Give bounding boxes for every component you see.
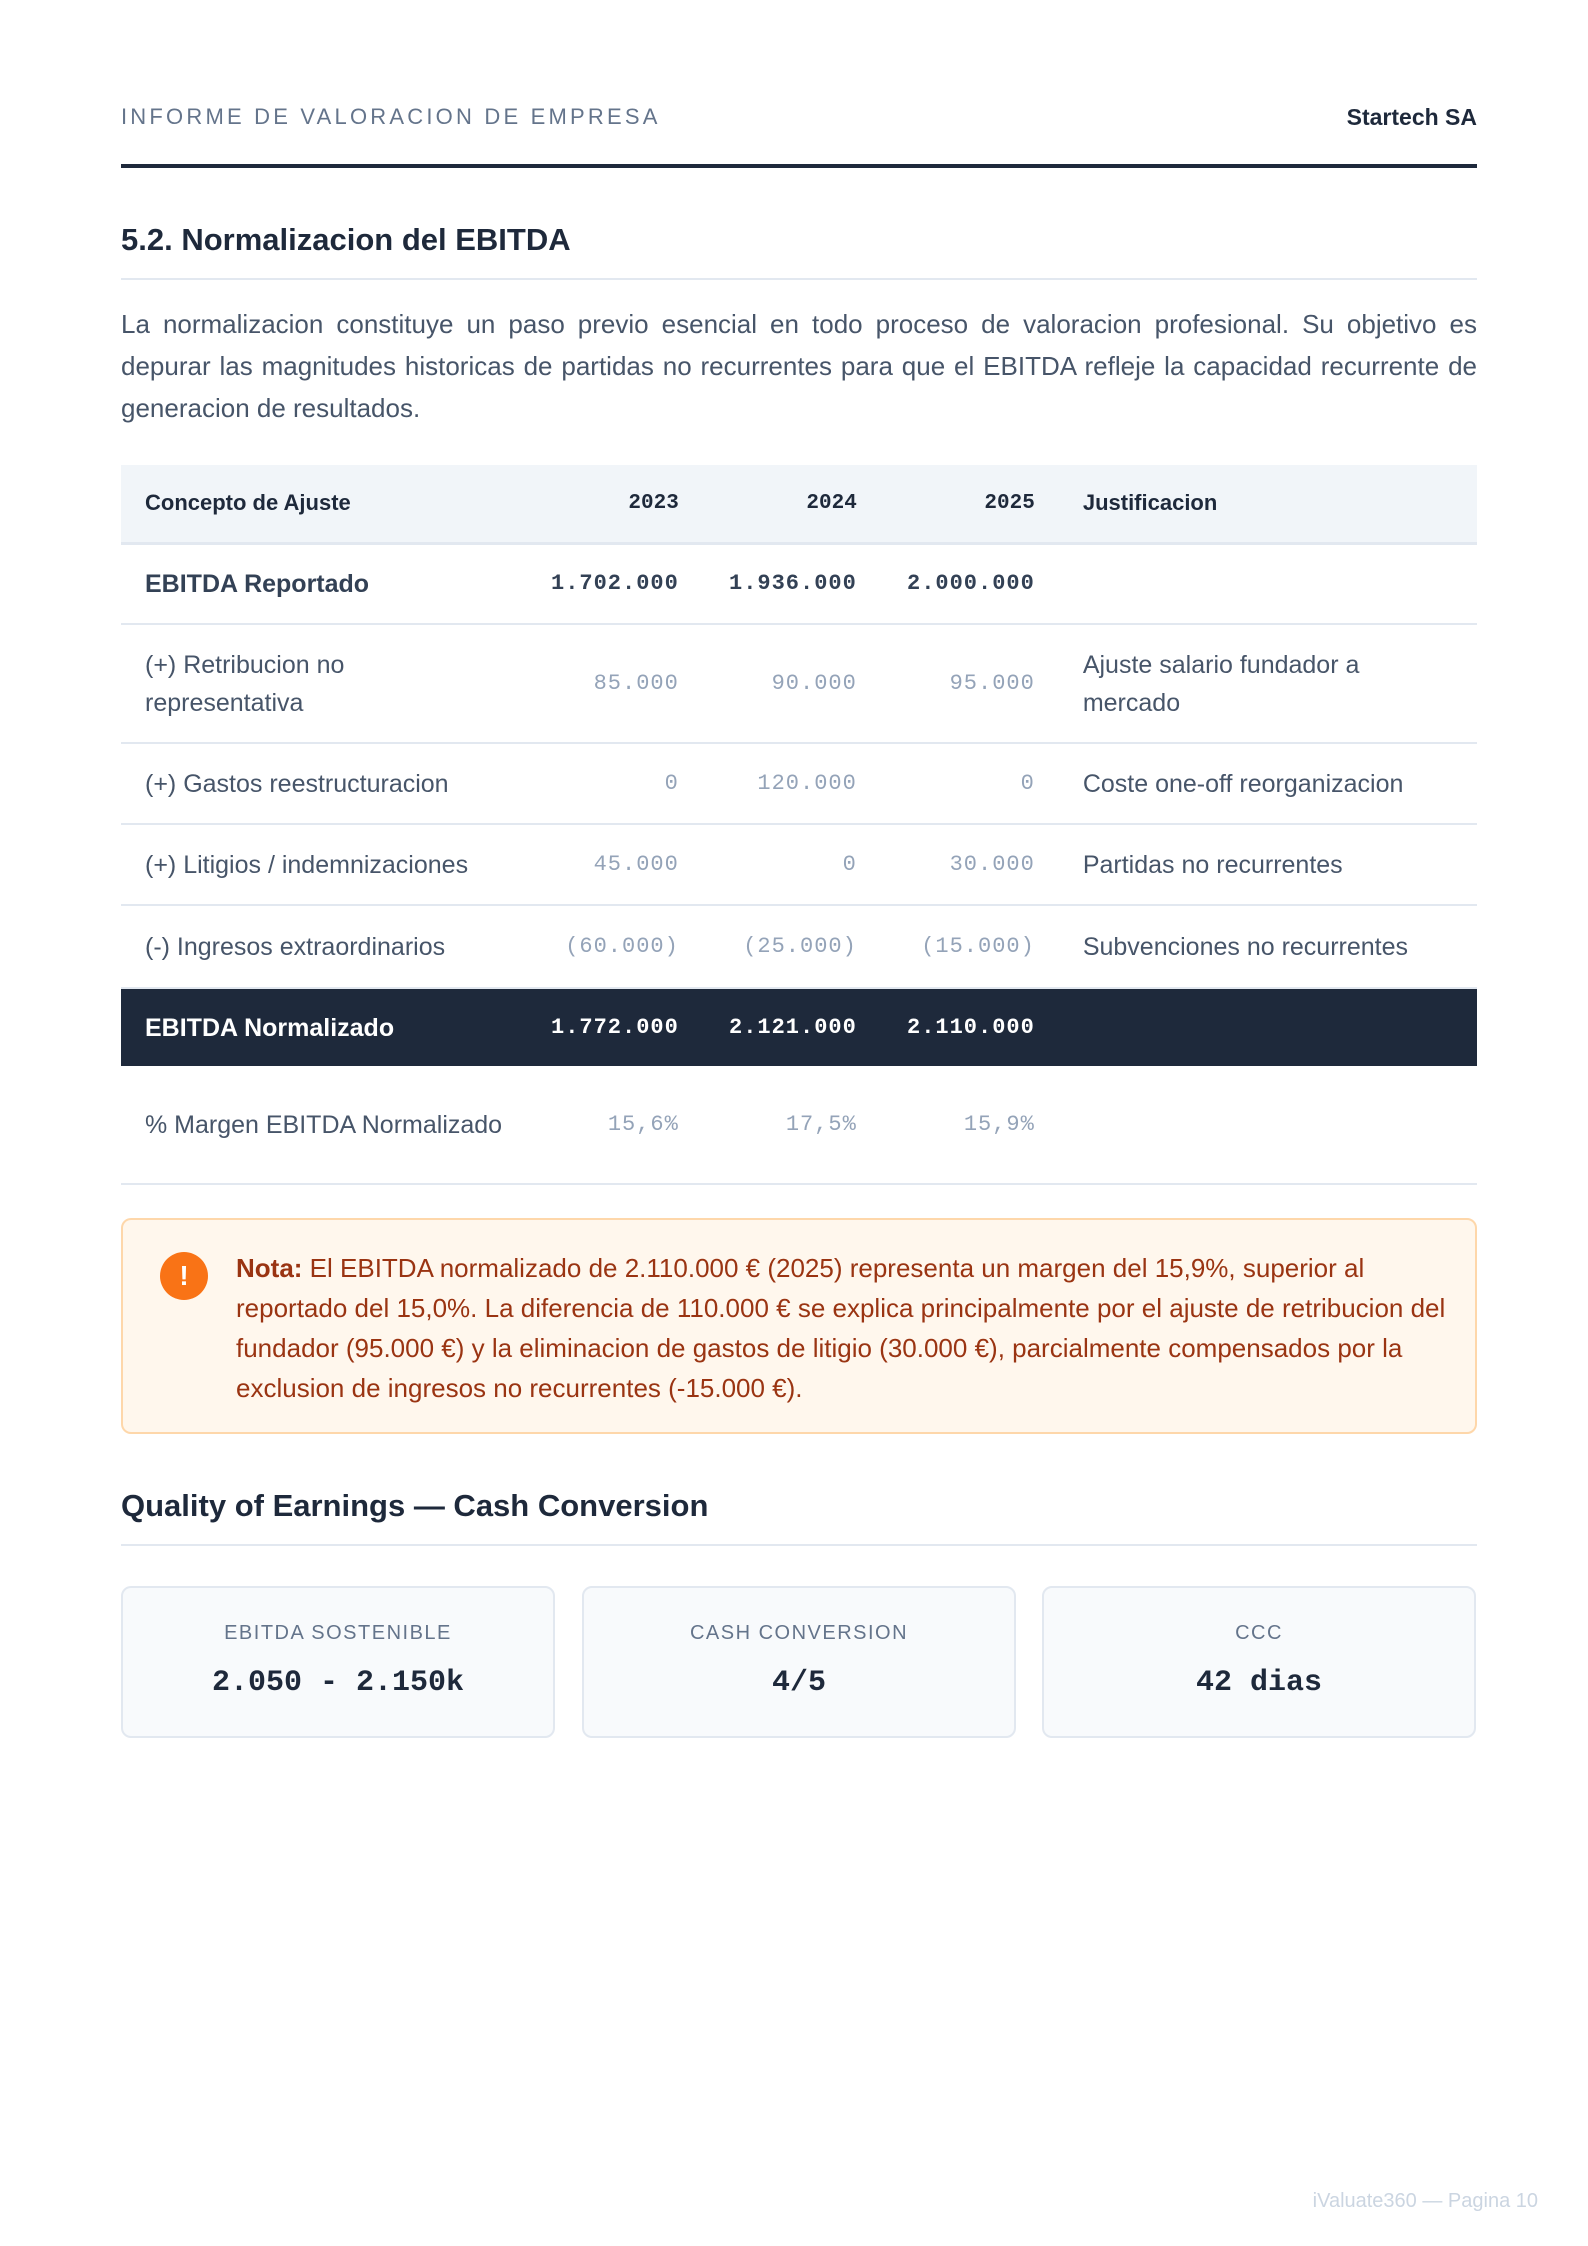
col-header-justification: Justificacion (1082, 490, 1218, 516)
cell-concept: (+) Litigios / indemnizaciones (121, 824, 527, 905)
cell-justification: Coste one-off reorganizacion (1059, 743, 1477, 824)
cell-2023: 1.702.000 (527, 543, 703, 624)
cell-justification (1059, 543, 1477, 624)
alert-icon: ! (160, 1252, 208, 1300)
cell-concept: (+) Retribucion no representativa (121, 624, 527, 743)
cell-2023: (60.000) (527, 905, 703, 988)
cell-2025: 0 (881, 743, 1059, 824)
cell-2024: 17,5% (703, 1066, 881, 1184)
cell-2024: 90.000 (703, 624, 881, 743)
cell-concept: (-) Ingresos extraordinarios (121, 905, 527, 988)
kpi-value: 42 dias (1195, 1666, 1323, 1700)
cell-2025: (15.000) (881, 905, 1059, 988)
ebitda-adjustments-table (121, 465, 1477, 1185)
cell-concept: (+) Gastos reestructuracion (121, 743, 527, 824)
note-body: El EBITDA normalizado de 2.110.000 € (2025) representa un margen del 15,9%, superior al reportado del 15,0%. La diferencia de 110.000 € se explica principalmente por el ajuste de retribucion del fundador (95.000 €) y la eliminacion de gastos de litigio (30.000 €), parcialmente compensados por la exclusion de ingresos no recurrentes (-15.000 €). (236, 1253, 1446, 1403)
table-header-row (121, 465, 1477, 543)
page-footer: iValuate360 — Pagina 10 (1312, 2190, 1538, 2212)
kpi-value: 4/5 (771, 1666, 826, 1700)
kpi-value: 2.050 - 2.150k (211, 1666, 465, 1700)
kpi-label: EBITDA SOSTENIBLE (224, 1622, 452, 1644)
col-header-2024: 2024 (806, 491, 857, 515)
col-header-2023: 2023 (628, 491, 679, 515)
cell-justification: Subvenciones no recurrentes (1059, 905, 1477, 988)
cell-2025: 15,9% (881, 1066, 1059, 1184)
note-callout (121, 1218, 1477, 1434)
page-header (121, 100, 1477, 168)
kpi-label: CCC (1235, 1622, 1283, 1644)
col-header-2025: 2025 (984, 491, 1035, 515)
section-title: 5.2. Normalizacion del EBITDA (121, 222, 1477, 280)
cell-2025: 2.110.000 (907, 1014, 1035, 1040)
cell-justification (1059, 988, 1477, 1066)
cell-concept: % Margen EBITDA Normalizado (121, 1066, 527, 1184)
cell-2024: (25.000) (703, 905, 881, 988)
cell-2025: 2.000.000 (881, 543, 1059, 624)
cell-2023: 15,6% (527, 1066, 703, 1184)
cell-concept: EBITDA Reportado (121, 543, 527, 624)
kpi-cards (121, 1586, 1477, 1738)
cell-2024: 120.000 (703, 743, 881, 824)
cell-2025: 95.000 (881, 624, 1059, 743)
table-row-ebitda-normalizado (121, 988, 1477, 1066)
cell-2024: 2.121.000 (729, 1014, 857, 1040)
cell-2023: 0 (527, 743, 703, 824)
cell-2024: 0 (703, 824, 881, 905)
cell-2023: 85.000 (527, 624, 703, 743)
kpi-label: CASH CONVERSION (689, 1622, 909, 1644)
table-row-retribucion (121, 624, 1477, 743)
table-row-ebitda-reportado (121, 543, 1477, 624)
cell-justification (1059, 1066, 1477, 1184)
table-row-ingresos-extraordinarios (121, 905, 1477, 988)
cell-2023: 45.000 (527, 824, 703, 905)
kpi-card-cash-conversion (582, 1586, 1016, 1738)
cell-2023: 1.772.000 (551, 1014, 679, 1040)
kpi-card-ebitda-sostenible (121, 1586, 555, 1738)
cell-concept: EBITDA Normalizado (145, 1013, 395, 1042)
cell-2024: 1.936.000 (703, 543, 881, 624)
table-row-litigios (121, 824, 1477, 905)
table-row-reestructuracion (121, 743, 1477, 824)
note-label: Nota: (236, 1253, 303, 1283)
table-row-margen (121, 1066, 1477, 1184)
quality-section-title: Quality of Earnings — Cash Conversion (121, 1488, 1477, 1546)
cell-justification: Partidas no recurrentes (1059, 824, 1477, 905)
cell-justification: Ajuste salario fundador a mercado (1059, 624, 1477, 743)
note-text (236, 1248, 1456, 1408)
cell-2025: 30.000 (881, 824, 1059, 905)
report-title: INFORME DE VALORACION DE EMPRESA (121, 104, 661, 129)
company-name: Startech SA (1346, 104, 1477, 130)
kpi-card-ccc (1042, 1586, 1476, 1738)
col-header-concept: Concepto de Ajuste (145, 490, 351, 516)
intro-paragraph: La normalizacion constituye un paso previo esencial en todo proceso de valoracion profesional. Su objetivo es depurar las magnitudes historicas de partidas no recurrentes para que el EBITDA refleje la capacidad recurrente de generacion de resultados. (121, 309, 1477, 423)
